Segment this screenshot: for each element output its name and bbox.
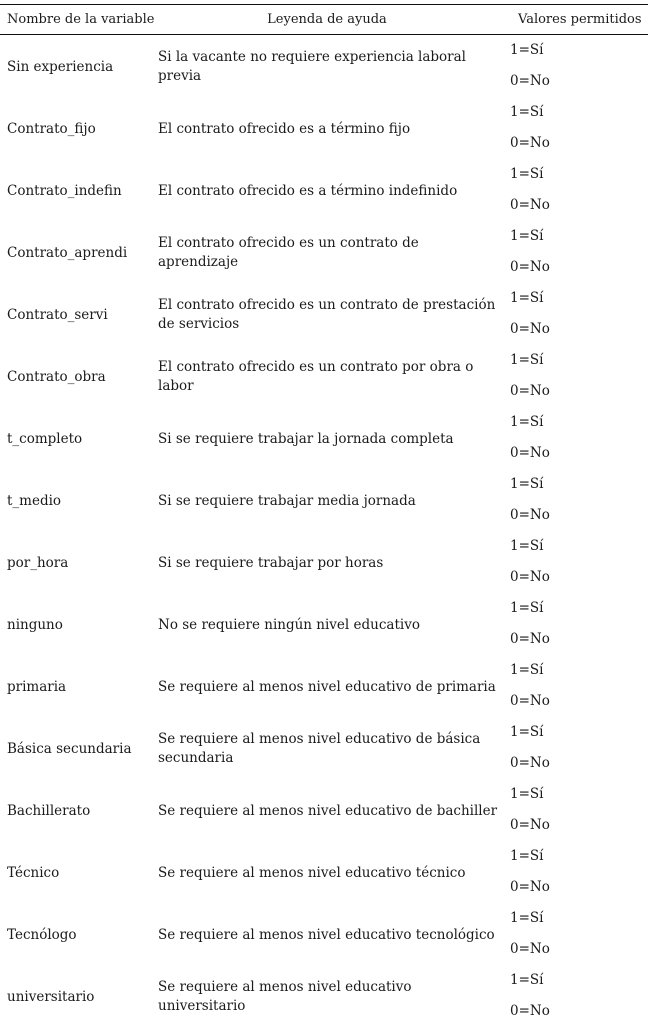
header-variable-name: Nombre de la variable — [7, 12, 155, 27]
value-yes: 1=Sí — [510, 972, 544, 988]
value-no: 0=No — [510, 817, 550, 833]
value-yes: 1=Sí — [510, 414, 544, 430]
allowed-values — [510, 470, 646, 532]
value-yes: 1=Sí — [510, 476, 544, 492]
value-no: 0=No — [510, 879, 550, 895]
table-row — [0, 284, 648, 346]
table-row — [0, 36, 648, 98]
table-header-rule — [0, 34, 648, 35]
variable-name: primaria — [7, 679, 67, 695]
header-allowed-values: Valores permitidos — [518, 12, 642, 27]
table-row — [0, 346, 648, 408]
variable-name: Contrato_aprendi — [7, 245, 128, 261]
value-no: 0=No — [510, 445, 550, 461]
value-yes: 1=Sí — [510, 166, 544, 182]
allowed-values — [510, 966, 646, 1028]
allowed-values — [510, 222, 646, 284]
value-yes: 1=Sí — [510, 600, 544, 616]
variable-name: t_completo — [7, 431, 83, 447]
value-no: 0=No — [510, 569, 550, 585]
variable-name: ninguno — [7, 617, 63, 633]
value-yes: 1=Sí — [510, 538, 544, 554]
value-no: 0=No — [510, 73, 550, 89]
table-row — [0, 718, 648, 780]
variable-name: t_medio — [7, 493, 62, 509]
allowed-values — [510, 346, 646, 408]
help-legend: El contrato ofrecido es a término fijo — [158, 120, 411, 137]
help-legend: Se requiere al menos nivel educativo tecnológico — [158, 926, 495, 943]
table-row — [0, 594, 648, 656]
variable-name: Básica secundaria — [7, 741, 132, 757]
allowed-values — [510, 780, 646, 842]
allowed-values — [510, 36, 646, 98]
allowed-values — [510, 904, 646, 966]
value-yes: 1=Sí — [510, 42, 544, 58]
help-legend: Se requiere al menos nivel educativo de básica secundaria — [158, 731, 481, 766]
table-row — [0, 98, 648, 160]
value-no: 0=No — [510, 755, 550, 771]
table-header — [0, 4, 648, 34]
allowed-values — [510, 408, 646, 470]
table-row — [0, 904, 648, 966]
value-no: 0=No — [510, 693, 550, 709]
variable-name: Sin experiencia — [7, 59, 114, 75]
help-legend: El contrato ofrecido es a término indefinido — [158, 182, 458, 199]
help-legend: El contrato ofrecido es un contrato por obra o labor — [158, 359, 474, 394]
help-legend: No se requiere ningún nivel educativo — [158, 616, 420, 633]
value-yes: 1=Sí — [510, 228, 544, 244]
table-row — [0, 470, 648, 532]
allowed-values — [510, 656, 646, 718]
table-row — [0, 408, 648, 470]
table-row — [0, 842, 648, 904]
table-row — [0, 656, 648, 718]
variable-name: por_hora — [7, 555, 69, 571]
value-yes: 1=Sí — [510, 786, 544, 802]
table-row — [0, 160, 648, 222]
variable-name: universitario — [7, 989, 95, 1005]
help-legend: El contrato ofrecido es un contrato de aprendizaje — [158, 235, 419, 270]
allowed-values — [510, 160, 646, 222]
help-legend: Si se requiere trabajar media jornada — [158, 492, 416, 509]
help-legend: El contrato ofrecido es un contrato de prestación de servicios — [158, 297, 496, 332]
value-yes: 1=Sí — [510, 290, 544, 306]
value-yes: 1=Sí — [510, 910, 544, 926]
value-yes: 1=Sí — [510, 848, 544, 864]
help-legend: Si se requiere trabajar por horas — [158, 554, 384, 571]
help-legend: Se requiere al menos nivel educativo universitario — [158, 979, 412, 1014]
variable-name: Tecnólogo — [7, 927, 77, 943]
value-no: 0=No — [510, 383, 550, 399]
value-no: 0=No — [510, 135, 550, 151]
table-row — [0, 222, 648, 284]
variable-name: Contrato_servi — [7, 307, 108, 323]
value-yes: 1=Sí — [510, 352, 544, 368]
value-no: 0=No — [510, 259, 550, 275]
value-no: 0=No — [510, 631, 550, 647]
table-row — [0, 966, 648, 1028]
value-yes: 1=Sí — [510, 104, 544, 120]
table-row — [0, 780, 648, 842]
variable-name: Bachillerato — [7, 803, 91, 819]
allowed-values — [510, 718, 646, 780]
value-no: 0=No — [510, 321, 550, 337]
value-no: 0=No — [510, 197, 550, 213]
allowed-values — [510, 532, 646, 594]
allowed-values — [510, 594, 646, 656]
value-yes: 1=Sí — [510, 662, 544, 678]
variable-name: Técnico — [7, 865, 60, 881]
variable-name: Contrato_indefin — [7, 183, 122, 199]
value-no: 0=No — [510, 941, 550, 957]
value-yes: 1=Sí — [510, 724, 544, 740]
help-legend: Se requiere al menos nivel educativo de primaria — [158, 678, 496, 695]
allowed-values — [510, 284, 646, 346]
variable-name: Contrato_obra — [7, 369, 106, 385]
allowed-values — [510, 842, 646, 904]
help-legend: Se requiere al menos nivel educativo técnico — [158, 864, 466, 881]
help-legend: Se requiere al menos nivel educativo de bachiller — [158, 802, 498, 819]
value-no: 0=No — [510, 1003, 550, 1019]
variable-name: Contrato_fijo — [7, 121, 96, 137]
help-legend: Si se requiere trabajar la jornada completa — [158, 430, 454, 447]
header-help-legend: Leyenda de ayuda — [267, 12, 387, 27]
help-legend: Si la vacante no requiere experiencia laboral previa — [158, 49, 466, 84]
allowed-values — [510, 98, 646, 160]
table-row — [0, 532, 648, 594]
value-no: 0=No — [510, 507, 550, 523]
